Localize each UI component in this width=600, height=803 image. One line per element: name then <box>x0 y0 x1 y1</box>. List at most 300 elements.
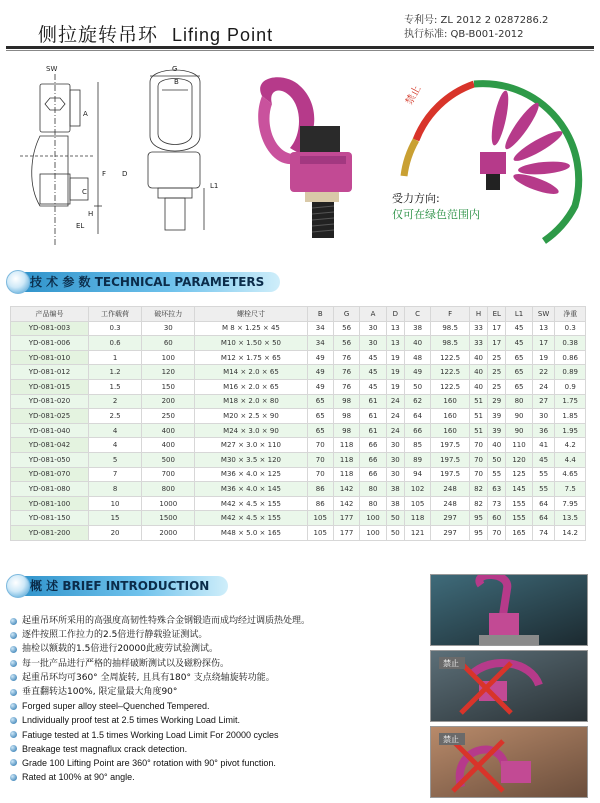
label-c: C <box>82 188 87 196</box>
table-cell: 122.5 <box>431 350 470 365</box>
bullet-icon <box>10 660 17 667</box>
intro-text: Lndividually proof test at 2.5 times Working Load Limit. <box>22 715 240 726</box>
table-cell: 800 <box>142 482 195 497</box>
table-cell: 105 <box>307 511 333 526</box>
table-cell: 70 <box>469 438 487 453</box>
photo-forbidden-1 <box>430 650 588 722</box>
table-cell: 48 <box>404 350 430 365</box>
technical-heading: 技 术 参 数 TECHNICAL PARAMETERS <box>30 275 265 289</box>
table-cell: 400 <box>142 438 195 453</box>
intro-text: Grade 100 Lifting Point are 360° rotation with 90° pivot function. <box>22 757 276 768</box>
table-cell: 120 <box>506 452 532 467</box>
table-cell: M27 × 3.0 × 110 <box>195 438 307 453</box>
table-cell: 197.5 <box>431 467 470 482</box>
intro-item <box>10 756 310 770</box>
table-cell: YD-081-200 <box>11 525 89 540</box>
table-cell: 39 <box>488 423 506 438</box>
table-cell: 121 <box>404 525 430 540</box>
table-cell: 100 <box>360 511 386 526</box>
intro-text: 垂直翻转达100%, 限定量最大角度90° <box>22 686 178 697</box>
table-cell: 1.75 <box>555 394 586 409</box>
table-row <box>11 350 586 365</box>
table-cell: 70 <box>488 525 506 540</box>
label-g: G <box>172 65 178 73</box>
stamp-forbidden-2: 禁止 <box>443 735 459 744</box>
table-cell: 51 <box>469 423 487 438</box>
table-cell: 4.65 <box>555 467 586 482</box>
table-cell: 76 <box>333 365 359 380</box>
bullet-icon <box>10 646 17 653</box>
table-cell: 160 <box>431 423 470 438</box>
label-h: H <box>88 210 94 218</box>
table-cell: 500 <box>142 452 195 467</box>
intro-item <box>10 770 310 784</box>
table-cell: 700 <box>142 467 195 482</box>
table-cell: M16 × 2.0 × 65 <box>195 379 307 394</box>
intro-item <box>10 742 310 756</box>
bullet-icon <box>10 774 17 781</box>
column-header: 净重 <box>555 307 586 322</box>
intro-item <box>10 657 310 671</box>
table-cell: 0.89 <box>555 365 586 380</box>
table-cell: 64 <box>532 496 555 511</box>
table-row <box>11 336 586 351</box>
table-cell: M10 × 1.50 × 50 <box>195 336 307 351</box>
table-row <box>11 496 586 511</box>
table-cell: 40 <box>469 365 487 380</box>
table-cell: 120 <box>142 365 195 380</box>
table-cell: 65 <box>506 350 532 365</box>
photo-correct-use <box>430 574 588 646</box>
table-cell: 33 <box>469 321 487 336</box>
table-cell: 40 <box>469 350 487 365</box>
table-cell: 4.2 <box>555 438 586 453</box>
table-cell: 29 <box>488 394 506 409</box>
table-cell: 56 <box>333 336 359 351</box>
intro-list <box>10 614 310 784</box>
table-cell: 1.85 <box>555 409 586 424</box>
table-cell: 70 <box>307 467 333 482</box>
table-cell: 297 <box>431 525 470 540</box>
table-cell: 248 <box>431 496 470 511</box>
table-cell: 160 <box>431 394 470 409</box>
intro-text: 每一批产品进行严格的抽样破断测试以及磁粉探伤。 <box>22 658 230 669</box>
intro-text: 逐件按照工作拉力的2.5倍进行静载验证测试。 <box>22 630 208 641</box>
table-cell: 100 <box>360 525 386 540</box>
table-cell: 95 <box>469 511 487 526</box>
bullet-icon <box>10 759 17 766</box>
table-cell: 50 <box>386 525 404 540</box>
table-cell: M36 × 4.0 × 125 <box>195 467 307 482</box>
table-cell: 2000 <box>142 525 195 540</box>
table-cell: 90 <box>506 423 532 438</box>
table-cell: 105 <box>307 525 333 540</box>
table-cell: 30 <box>532 409 555 424</box>
bullet-icon <box>10 703 17 710</box>
table-cell: 65 <box>307 409 333 424</box>
table-cell: 1 <box>88 350 141 365</box>
intro-text: 起重吊环均可360° 全周旋转, 且具有180° 支点绕轴旋转功能。 <box>22 672 275 683</box>
forbidden-label: 禁止 <box>404 84 424 107</box>
table-cell: 30 <box>386 467 404 482</box>
intro-heading: 概 述 BRIEF INTRODUCTION <box>30 579 210 593</box>
table-cell: 155 <box>506 496 532 511</box>
table-cell: 98 <box>333 409 359 424</box>
table-cell: 45 <box>506 336 532 351</box>
section-bullet-icon <box>6 574 30 598</box>
table-cell: 24 <box>386 409 404 424</box>
column-header: A <box>360 307 386 322</box>
bullet-icon <box>10 731 17 738</box>
table-cell: 30 <box>142 321 195 336</box>
table-row <box>11 482 586 497</box>
table-cell: 66 <box>404 423 430 438</box>
title-cn: 侧拉旋转吊环 <box>38 24 159 46</box>
table-cell: 17 <box>532 336 555 351</box>
table-cell: 45 <box>506 321 532 336</box>
table-cell: 145 <box>506 482 532 497</box>
table-cell: 4.4 <box>555 452 586 467</box>
table-cell: 142 <box>333 482 359 497</box>
table-cell: 55 <box>532 482 555 497</box>
page-title <box>38 20 273 47</box>
column-header: H <box>469 307 487 322</box>
table-cell: 38 <box>386 496 404 511</box>
table-cell: YD-081-100 <box>11 496 89 511</box>
table-cell: 98.5 <box>431 336 470 351</box>
table-cell: YD-081-080 <box>11 482 89 497</box>
table-cell: 70 <box>307 438 333 453</box>
table-cell: M24 × 3.0 × 90 <box>195 423 307 438</box>
table-header-row <box>11 307 586 322</box>
table-cell: 66 <box>360 438 386 453</box>
label-f: F <box>102 170 107 178</box>
table-cell: 7.95 <box>555 496 586 511</box>
table-cell: 17 <box>488 321 506 336</box>
table-cell: 0.38 <box>555 336 586 351</box>
table-cell: 51 <box>469 394 487 409</box>
table-cell: 36 <box>532 423 555 438</box>
force-direction-label: 受力方向: <box>392 192 440 205</box>
side-view-drawing <box>20 74 102 246</box>
table-cell: 0.86 <box>555 350 586 365</box>
table-cell: 0.9 <box>555 379 586 394</box>
table-cell: 49 <box>404 365 430 380</box>
column-header: B <box>307 307 333 322</box>
table-cell: 61 <box>360 423 386 438</box>
table-row <box>11 394 586 409</box>
table-cell: 70 <box>469 452 487 467</box>
table-row <box>11 379 586 394</box>
table-cell: 40 <box>469 379 487 394</box>
table-cell: 45 <box>360 365 386 380</box>
table-cell: M14 × 2.0 × 65 <box>195 365 307 380</box>
table-cell: 64 <box>404 409 430 424</box>
table-cell: YD-081-040 <box>11 423 89 438</box>
bullet-icon <box>10 689 17 696</box>
column-header: F <box>431 307 470 322</box>
table-cell: 45 <box>360 350 386 365</box>
usage-photos <box>430 574 588 798</box>
table-row <box>11 423 586 438</box>
table-cell: 95 <box>469 525 487 540</box>
table-cell: 197.5 <box>431 438 470 453</box>
intro-item <box>10 628 310 642</box>
table-cell: 25 <box>488 350 506 365</box>
patent-number: 专利号: ZL 2012 2 0287286.2 <box>404 15 549 26</box>
table-cell: 297 <box>431 511 470 526</box>
table-body <box>11 321 586 540</box>
force-direction-text: 仅可在绿色范围内 <box>392 208 480 221</box>
table-cell: 8 <box>88 482 141 497</box>
intro-item <box>10 713 310 727</box>
table-row <box>11 467 586 482</box>
table-cell: 50 <box>386 511 404 526</box>
table-cell: 19 <box>386 350 404 365</box>
column-header: G <box>333 307 359 322</box>
table-cell: 30 <box>360 336 386 351</box>
table-cell: 105 <box>404 496 430 511</box>
table-cell: 39 <box>488 409 506 424</box>
table-cell: 66 <box>360 467 386 482</box>
table-cell: 30 <box>386 452 404 467</box>
table-cell: 55 <box>488 467 506 482</box>
table-cell: 17 <box>488 336 506 351</box>
table-cell: 10 <box>88 496 141 511</box>
table-cell: 248 <box>431 482 470 497</box>
technical-drawings <box>0 56 600 271</box>
table-cell: 45 <box>532 452 555 467</box>
table-cell: YD-081-015 <box>11 379 89 394</box>
table-row <box>11 409 586 424</box>
table-cell: 50 <box>488 452 506 467</box>
table-cell: 66 <box>360 452 386 467</box>
table-cell: 1000 <box>142 496 195 511</box>
table-cell: 86 <box>307 496 333 511</box>
table-cell: 61 <box>360 409 386 424</box>
table-cell: 19 <box>532 350 555 365</box>
table-cell: 177 <box>333 511 359 526</box>
intro-text: 起重吊环所采用的高强度高韧性特殊合金钢锻造而成均经过调质热处理。 <box>22 616 311 626</box>
table-cell: 24 <box>386 423 404 438</box>
table-cell: 24 <box>386 394 404 409</box>
table-cell: 90 <box>506 409 532 424</box>
table-cell: 19 <box>386 379 404 394</box>
table-cell: 60 <box>488 511 506 526</box>
table-cell: M30 × 3.5 × 120 <box>195 452 307 467</box>
table-cell: 80 <box>360 496 386 511</box>
column-header: 螺栓尺寸 <box>195 307 307 322</box>
table-cell: YD-081-012 <box>11 365 89 380</box>
table-cell: 38 <box>404 321 430 336</box>
intro-text: Breakage test magnaflux crack detection. <box>22 743 188 754</box>
table-cell: 45 <box>360 379 386 394</box>
intro-item <box>10 642 310 656</box>
table-cell: 55 <box>532 467 555 482</box>
table-cell: YD-081-006 <box>11 336 89 351</box>
column-header: D <box>386 307 404 322</box>
table-cell: 197.5 <box>431 452 470 467</box>
intro-item <box>10 728 310 742</box>
table-cell: 60 <box>142 336 195 351</box>
table-cell: 118 <box>333 467 359 482</box>
label-a: A <box>83 110 88 118</box>
intro-text: 抽检以额载的1.5倍进行20000此疲劳试验测试。 <box>22 644 218 655</box>
table-cell: 49 <box>307 350 333 365</box>
table-cell: 0.6 <box>88 336 141 351</box>
table-cell: 63 <box>488 482 506 497</box>
table-cell: 56 <box>333 321 359 336</box>
table-cell: 200 <box>142 394 195 409</box>
table-cell: 150 <box>142 379 195 394</box>
photo-forbidden-2 <box>430 726 588 798</box>
label-el: EL <box>76 222 85 230</box>
table-cell: 142 <box>333 496 359 511</box>
bullet-icon <box>10 745 17 752</box>
table-cell: 0.3 <box>555 321 586 336</box>
table-cell: 80 <box>360 482 386 497</box>
table-cell: YD-081-025 <box>11 409 89 424</box>
table-cell: 2 <box>88 394 141 409</box>
table-cell: 76 <box>333 350 359 365</box>
table-cell: 76 <box>333 379 359 394</box>
intro-text: Fatiuge tested at 1.5 times Working Load Limit For 20000 cycles <box>22 729 279 740</box>
table-cell: 70 <box>469 467 487 482</box>
table-cell: 82 <box>469 496 487 511</box>
table-cell: 98.5 <box>431 321 470 336</box>
table-cell: 34 <box>307 321 333 336</box>
table-cell: 14.2 <box>555 525 586 540</box>
column-header: 产品编号 <box>11 307 89 322</box>
table-cell: 177 <box>333 525 359 540</box>
table-cell: 80 <box>506 394 532 409</box>
table-cell: 98 <box>333 423 359 438</box>
table-cell: 7 <box>88 467 141 482</box>
table-row <box>11 511 586 526</box>
table-cell: 61 <box>360 394 386 409</box>
table-cell: 89 <box>404 452 430 467</box>
table-cell: 41 <box>532 438 555 453</box>
table-cell: 2.5 <box>88 409 141 424</box>
table-cell: 82 <box>469 482 487 497</box>
technical-section-header <box>8 272 280 292</box>
table-cell: 25 <box>488 365 506 380</box>
table-cell: 38 <box>386 482 404 497</box>
table-cell: 70 <box>307 452 333 467</box>
table-cell: 4 <box>88 438 141 453</box>
table-cell: 122.5 <box>431 365 470 380</box>
product-photo-lifting-point <box>258 77 352 238</box>
table-cell: M36 × 4.0 × 145 <box>195 482 307 497</box>
table-cell: 30 <box>386 438 404 453</box>
table-cell: 250 <box>142 409 195 424</box>
table-cell: YD-081-070 <box>11 467 89 482</box>
table-cell: 1.5 <box>88 379 141 394</box>
intro-section-header <box>8 576 228 596</box>
table-cell: 118 <box>333 438 359 453</box>
column-header: SW <box>532 307 555 322</box>
table-row <box>11 438 586 453</box>
table-cell: 400 <box>142 423 195 438</box>
table-cell: 122.5 <box>431 379 470 394</box>
table-cell: 13.5 <box>555 511 586 526</box>
table-cell: 62 <box>404 394 430 409</box>
table-cell: 30 <box>360 321 386 336</box>
table-cell: 98 <box>333 394 359 409</box>
table-cell: M18 × 2.0 × 80 <box>195 394 307 409</box>
table-cell: 0.3 <box>88 321 141 336</box>
table-cell: YD-081-042 <box>11 438 89 453</box>
table-cell: 94 <box>404 467 430 482</box>
column-header: EL <box>488 307 506 322</box>
table-cell: M12 × 1.75 × 65 <box>195 350 307 365</box>
table-cell: 160 <box>431 409 470 424</box>
table-cell: 19 <box>386 365 404 380</box>
table-row <box>11 321 586 336</box>
label-l1: L1 <box>210 182 219 190</box>
bullet-icon <box>10 618 17 625</box>
table-cell: YD-081-050 <box>11 452 89 467</box>
table-cell: 65 <box>506 379 532 394</box>
table-cell: 65 <box>307 394 333 409</box>
label-sw: SW <box>46 65 58 73</box>
bullet-icon <box>10 674 17 681</box>
table-cell: 65 <box>307 423 333 438</box>
column-header: 破坏拉力 <box>142 307 195 322</box>
intro-text: Forged super alloy steel–Quenched Tempered. <box>22 701 210 712</box>
table-cell: 5 <box>88 452 141 467</box>
table-cell: 1.95 <box>555 423 586 438</box>
intro-item <box>10 614 310 628</box>
intro-item <box>10 671 310 685</box>
table-cell: 20 <box>88 525 141 540</box>
table-cell: 73 <box>488 496 506 511</box>
column-header: L1 <box>506 307 532 322</box>
label-b: B <box>174 78 179 86</box>
table-cell: 51 <box>469 409 487 424</box>
table-cell: M 8 × 1.25 × 45 <box>195 321 307 336</box>
table-cell: 40 <box>488 438 506 453</box>
table-cell: 13 <box>532 321 555 336</box>
table-cell: 118 <box>404 511 430 526</box>
label-d: D <box>122 170 128 178</box>
table-cell: 125 <box>506 467 532 482</box>
column-header: 工作载荷 <box>88 307 141 322</box>
intro-item <box>10 699 310 713</box>
table-cell: 100 <box>142 350 195 365</box>
table-row <box>11 452 586 467</box>
table-cell: 85 <box>404 438 430 453</box>
table-cell: 102 <box>404 482 430 497</box>
table-cell: 50 <box>404 379 430 394</box>
table-cell: 165 <box>506 525 532 540</box>
table-cell: 65 <box>506 365 532 380</box>
table-cell: 1500 <box>142 511 195 526</box>
table-cell: 110 <box>506 438 532 453</box>
table-cell: 15 <box>88 511 141 526</box>
table-row <box>11 525 586 540</box>
table-cell: 1.2 <box>88 365 141 380</box>
table-cell: M42 × 4.5 × 155 <box>195 511 307 526</box>
intro-item <box>10 685 310 699</box>
intro-text: Rated at 100% at 90° angle. <box>22 772 135 783</box>
table-cell: 13 <box>386 336 404 351</box>
table-cell: 49 <box>307 379 333 394</box>
table-cell: 22 <box>532 365 555 380</box>
table-row <box>11 365 586 380</box>
table-cell: 49 <box>307 365 333 380</box>
patent-info <box>404 14 548 42</box>
